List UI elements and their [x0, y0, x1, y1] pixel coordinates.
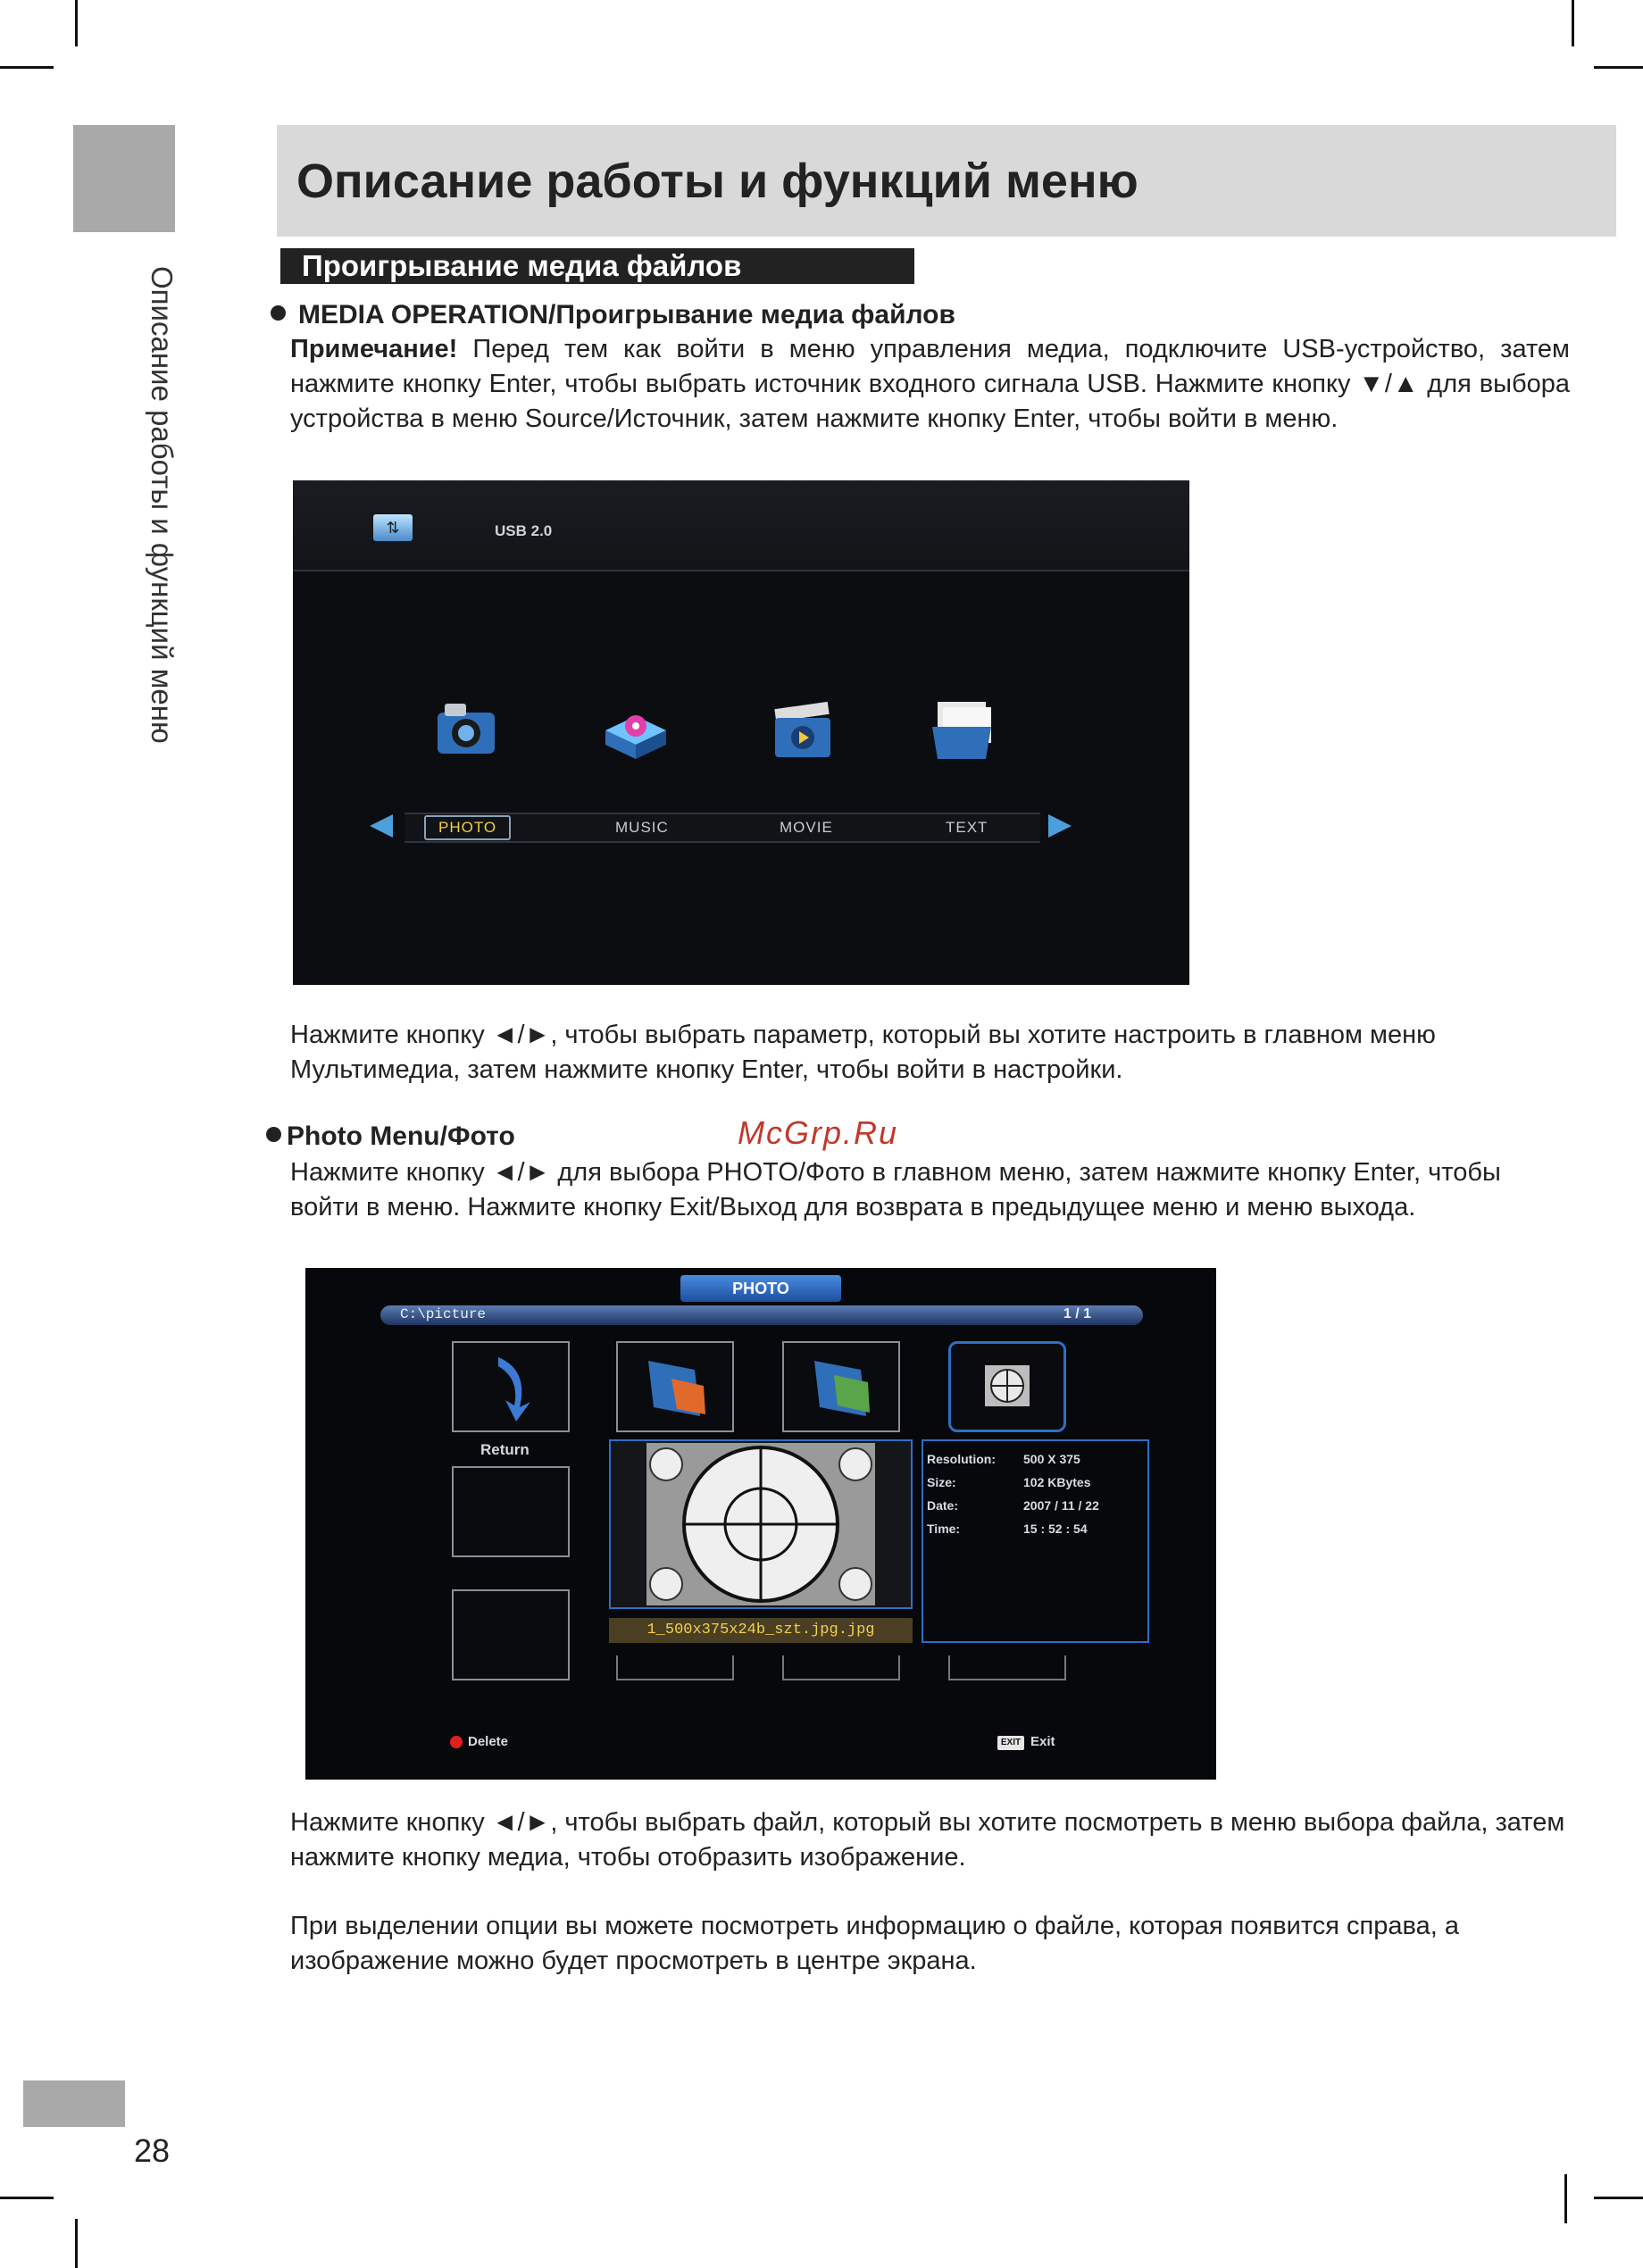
media-menu-screenshot — [293, 480, 1189, 985]
selected-file-thumb[interactable] — [948, 1341, 1066, 1432]
file-thumb[interactable] — [616, 1341, 734, 1432]
empty-slot — [948, 1655, 1066, 1680]
path-bar — [380, 1305, 1143, 1325]
delete-label[interactable]: Delete — [468, 1734, 509, 1749]
empty-slot — [616, 1655, 734, 1680]
crop-mark — [1594, 66, 1643, 69]
movie-icon[interactable] — [768, 696, 838, 763]
media-operation-heading — [271, 300, 955, 330]
note-label: Примечание! — [290, 335, 458, 363]
crop-mark — [75, 0, 78, 46]
time-value: 15 : 52 : 54 — [1023, 1522, 1088, 1536]
return-thumb[interactable] — [452, 1341, 570, 1432]
text-icon[interactable] — [927, 696, 997, 763]
red-button-icon — [450, 1736, 463, 1748]
photo-menu-screenshot — [305, 1268, 1216, 1780]
page-counter: 1 / 1 — [1063, 1306, 1091, 1322]
media-nav-bar — [404, 813, 1040, 843]
side-tab-block — [73, 125, 175, 232]
crop-mark — [1564, 2174, 1567, 2223]
heading-text: Photo Menu/Фото — [287, 1121, 515, 1151]
photo-menu-text: Нажмите кнопку ◄/► для выбора PHOTO/Фото в главном меню, затем нажмите кнопку Enter, чтобы войти в меню. Нажмите кнопку Exit/Выход для возврата в предыдущее меню и меню выхода. — [290, 1158, 1501, 1222]
image-preview — [609, 1439, 913, 1609]
nav-left-arrow-icon[interactable] — [370, 814, 393, 838]
heading-text: MEDIA OPERATION/Проигрывание медиа файлов — [298, 300, 955, 329]
menu-item-movie[interactable]: MOVIE — [780, 819, 833, 836]
crop-mark — [1572, 0, 1574, 46]
caption-main-menu: Нажмите кнопку ◄/►, чтобы выбрать параметр, который вы хотите настроить в главном меню Мультимедиа, затем нажмите кнопку Enter, чтобы войти в настройки. — [290, 1021, 1436, 1084]
bullet-icon — [266, 1127, 281, 1142]
size-label: Size: — [927, 1475, 956, 1489]
size-value: 102 KBytes — [1023, 1475, 1091, 1489]
page-number: 28 — [134, 2132, 171, 2169]
closing-paragraph-2: При выделении опции вы можете посмотреть информацию о файле, которая появится справа, а изображение можно будет просмотреть в центре экрана. — [290, 1912, 1459, 1975]
resolution-label: Resolution: — [927, 1452, 996, 1466]
screen-header — [293, 480, 1189, 571]
file-name-label: 1_500x375x24b_szt.jpg.jpg — [609, 1618, 913, 1643]
nav-right-arrow-icon[interactable] — [1048, 814, 1072, 838]
usb-label: USB 2.0 — [495, 522, 553, 539]
crop-mark — [1594, 2197, 1643, 2199]
current-path: C:\picture — [400, 1306, 487, 1322]
camera-icon[interactable] — [432, 696, 502, 763]
empty-slot — [782, 1655, 900, 1680]
file-thumb[interactable] — [782, 1341, 900, 1432]
image-file-icon — [618, 1343, 732, 1430]
test-pattern-image — [611, 1441, 911, 1607]
watermark: McGrp.Ru — [738, 1114, 899, 1151]
closing-paragraph-1: Нажмите кнопку ◄/►, чтобы выбрать файл, который вы хотите посмотреть в меню выбора файла, затем нажмите кнопку медиа, чтобы отобразить изображение. — [290, 1808, 1565, 1872]
time-label: Time: — [927, 1522, 961, 1536]
exit-key-icon: EXIT — [997, 1736, 1024, 1750]
crop-mark — [0, 2197, 54, 2199]
photo-menu-heading — [266, 1121, 515, 1152]
resolution-value: 500 X 375 — [1023, 1452, 1080, 1466]
music-icon[interactable] — [600, 696, 670, 763]
page-number-block — [23, 2080, 125, 2127]
menu-item-photo[interactable]: PHOTO — [424, 815, 511, 840]
empty-thumb[interactable] — [452, 1466, 570, 1557]
file-info-panel — [922, 1439, 1149, 1643]
return-label: Return — [480, 1441, 530, 1458]
test-pattern-icon — [951, 1344, 1063, 1430]
exit-label[interactable]: Exit — [1030, 1734, 1055, 1749]
usb-icon: ⇅ — [373, 514, 413, 541]
crop-mark — [75, 2219, 78, 2268]
section-label: Проигрывание медиа файлов — [280, 248, 914, 284]
image-file-icon — [784, 1343, 898, 1430]
page-title: Описание работы и функций меню — [296, 154, 1138, 208]
menu-item-text[interactable]: TEXT — [946, 819, 988, 836]
header-bar — [277, 125, 1616, 237]
return-icon — [454, 1343, 568, 1430]
crop-mark — [0, 66, 54, 69]
empty-thumb[interactable] — [452, 1589, 570, 1680]
date-label: Date: — [927, 1498, 959, 1513]
photo-tab[interactable]: PHOTO — [680, 1275, 841, 1302]
note-text: Перед тем как войти в меню управления медиа, подключите USB-устройство, затем нажмите кнопку Enter, чтобы выбрать источник входного сигнала USB. Нажмите кнопку ▼/▲ для выбора устройства в меню Source/Источник, затем нажмите кнопку Enter, чтобы войти в меню. — [290, 335, 1570, 433]
menu-item-music[interactable]: MUSIC — [615, 819, 669, 836]
side-chapter-title: Описание работы и функций меню — [146, 266, 179, 744]
bullet-icon — [271, 305, 286, 321]
note-paragraph — [290, 332, 1570, 437]
date-value: 2007 / 11 / 22 — [1023, 1498, 1099, 1513]
